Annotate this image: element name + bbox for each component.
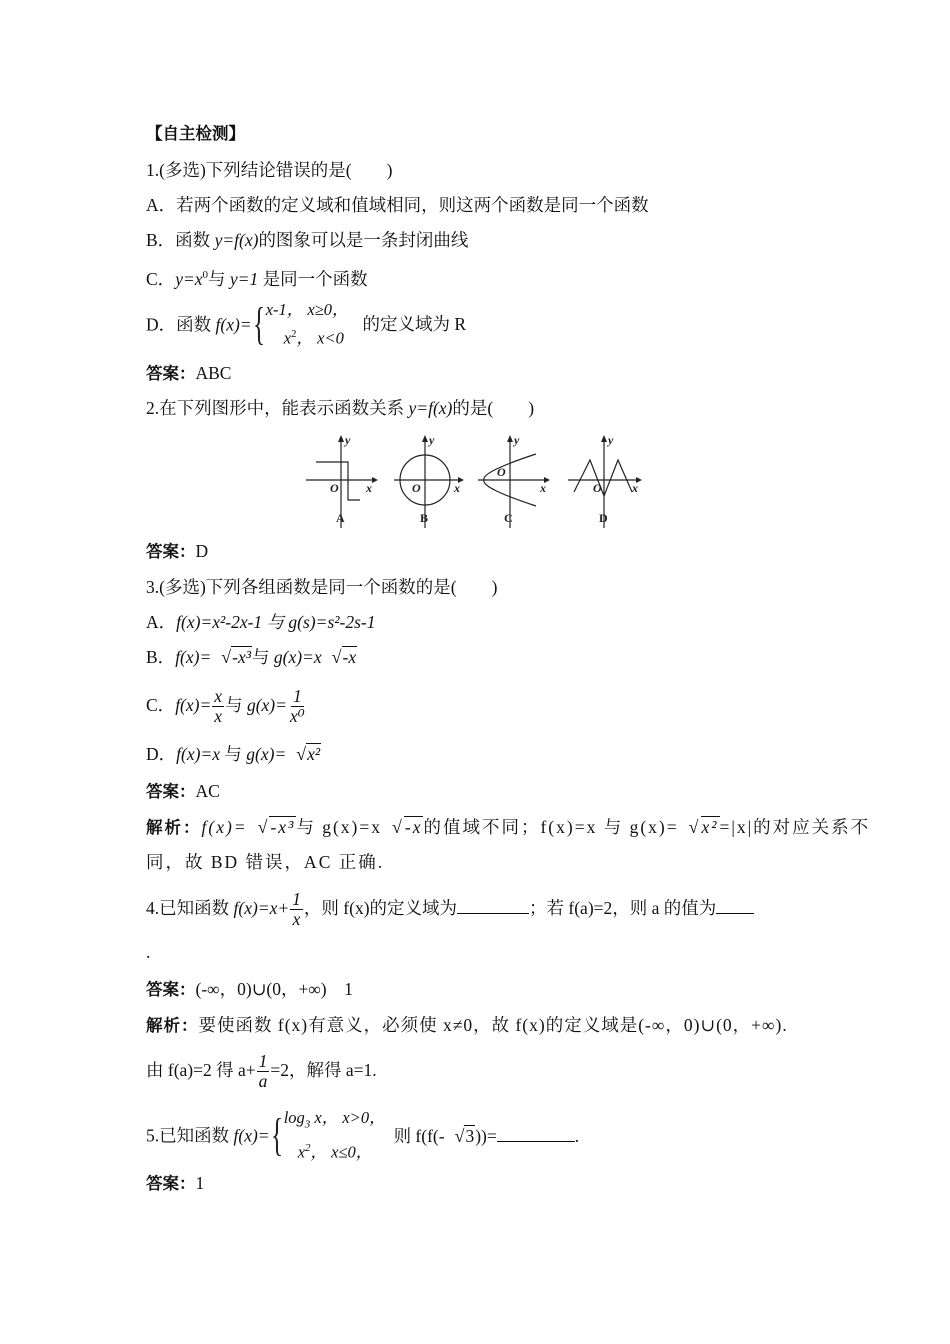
q1-stem: 1.(多选)下列结论错误的是( ) xyxy=(146,160,393,180)
fraction: $\frac{1}{a}$ xyxy=(258,1051,268,1092)
graph-a-label: A xyxy=(336,511,345,525)
q2-answer: 答案：D xyxy=(146,541,209,561)
radical: √-x xyxy=(391,817,423,837)
q3-answer: 答案：AC xyxy=(146,781,220,801)
graph-c-label: C xyxy=(504,511,513,525)
q3-analysis-line1: 解析：f(x)= √-x³与 g(x)=x √-x的值域不同；f(x)=x 与 g(x)= √x²=|x|的对应关系不 xyxy=(146,817,871,837)
q5-answer: 答案：1 xyxy=(146,1173,205,1193)
q3-option-d: D．f(x)=x 与 g(x)= √x² xyxy=(146,744,321,764)
q4-analysis-line1: 解析：要使函数 f(x)有意义，必须使 x≠0，故 f(x)的定义域是(-∞，0)∪(0，+∞). xyxy=(146,1015,788,1035)
left-brace: { xyxy=(252,298,265,350)
graph-c-y-label: y xyxy=(514,433,520,447)
piecewise-cases: x-1， x≥0， $x^2$， x<0 xyxy=(265,300,349,348)
graph-c-origin: O xyxy=(497,465,506,479)
answer-blank[interactable] xyxy=(716,895,754,914)
radical: √x² xyxy=(296,744,321,764)
graph-d-x-label: x xyxy=(632,481,638,495)
answer-blank[interactable] xyxy=(497,1123,575,1142)
piecewise-cases: $\log_3 x$， x>0， $x^2$， x≤0， xyxy=(283,1108,386,1162)
q4-answer: 答案：(-∞，0)∪(0，+∞) 1 xyxy=(146,979,353,999)
graph-a-x-label: x xyxy=(366,481,372,495)
q3-option-b: B．f(x)= √-x³与 g(x)=x √-x xyxy=(146,647,357,667)
graph-d-y-label: y xyxy=(608,433,614,447)
q3-option-c: C．f(x)= $\frac{x}{x}$ 与 g(x)= $\frac{1}{\text{x⁰}}$ xyxy=(146,686,305,727)
graph-b-y-label: y xyxy=(429,433,435,447)
q5-stem: 5.已知函数 f(x)={ $\log_3 x$， x>0， $x^2$， x≤0， 则 f(f(- √3))= . xyxy=(146,1106,579,1165)
graph-a-origin: O xyxy=(330,481,339,495)
q1-option-a: A．若两个函数的定义域和值域相同，则这两个函数是同一个函数 xyxy=(146,195,649,215)
graph-d-label: D xyxy=(599,511,608,525)
radical: √-x³ xyxy=(221,647,252,667)
fraction: $\frac{1}{\text{x⁰}}$ xyxy=(289,686,305,727)
q2-stem: 2.在下列图形中，能表示函数关系 y=f(x)的是( ) xyxy=(146,398,535,418)
q3-stem: 3.(多选)下列各组函数是同一个函数的是( ) xyxy=(146,577,498,597)
q1-answer: 答案：ABC xyxy=(146,363,232,383)
graph-a-y-label: y xyxy=(345,433,351,447)
section-title: 【自主检测】 xyxy=(146,124,245,143)
radical: √-x xyxy=(331,647,357,667)
fraction: $\frac{x}{x}$ xyxy=(214,686,223,727)
radical: √x² xyxy=(688,817,719,837)
q1-option-c: C．$y=x^0$与 y=1 是同一个函数 xyxy=(146,268,368,289)
fraction: $\frac{1}{x}$ xyxy=(292,889,301,930)
q4-analysis-line2: 由 f(a)=2 得 a+ $\frac{1}{a}$ =2，解得 a=1. xyxy=(146,1051,377,1092)
q4-trailing-dot: . xyxy=(146,942,151,962)
q1-option-b: B．函数 y=f(x)的图象可以是一条封闭曲线 xyxy=(146,230,469,250)
radical: √-x³ xyxy=(257,817,296,837)
q3-option-a: A．f(x)=x²-2x-1 与 g(s)=s²-2s-1 xyxy=(146,612,376,632)
q2-graphs xyxy=(306,432,646,532)
radical: √3 xyxy=(454,1125,475,1146)
q1-option-d: D．函数 f(x)={ x-1， x≥0， $x^2$， x<0 的定义域为 R xyxy=(146,298,467,350)
graph-d-origin: O xyxy=(593,481,602,495)
graph-b-x-label: x xyxy=(454,481,460,495)
q4-stem: 4.已知函数 f(x)=x+ $\frac{1}{x}$ ，则 f(x)的定义域为 ；若 f(a)=2，则 a 的值为 xyxy=(146,888,754,929)
graph-b-origin: O xyxy=(412,481,421,495)
q3-analysis-line2: 同，故 BD 错误，AC 正确. xyxy=(146,852,385,872)
graph-c-x-label: x xyxy=(540,481,546,495)
left-brace: { xyxy=(270,1109,283,1161)
answer-blank[interactable] xyxy=(457,895,529,914)
graph-b-label: B xyxy=(420,511,429,525)
